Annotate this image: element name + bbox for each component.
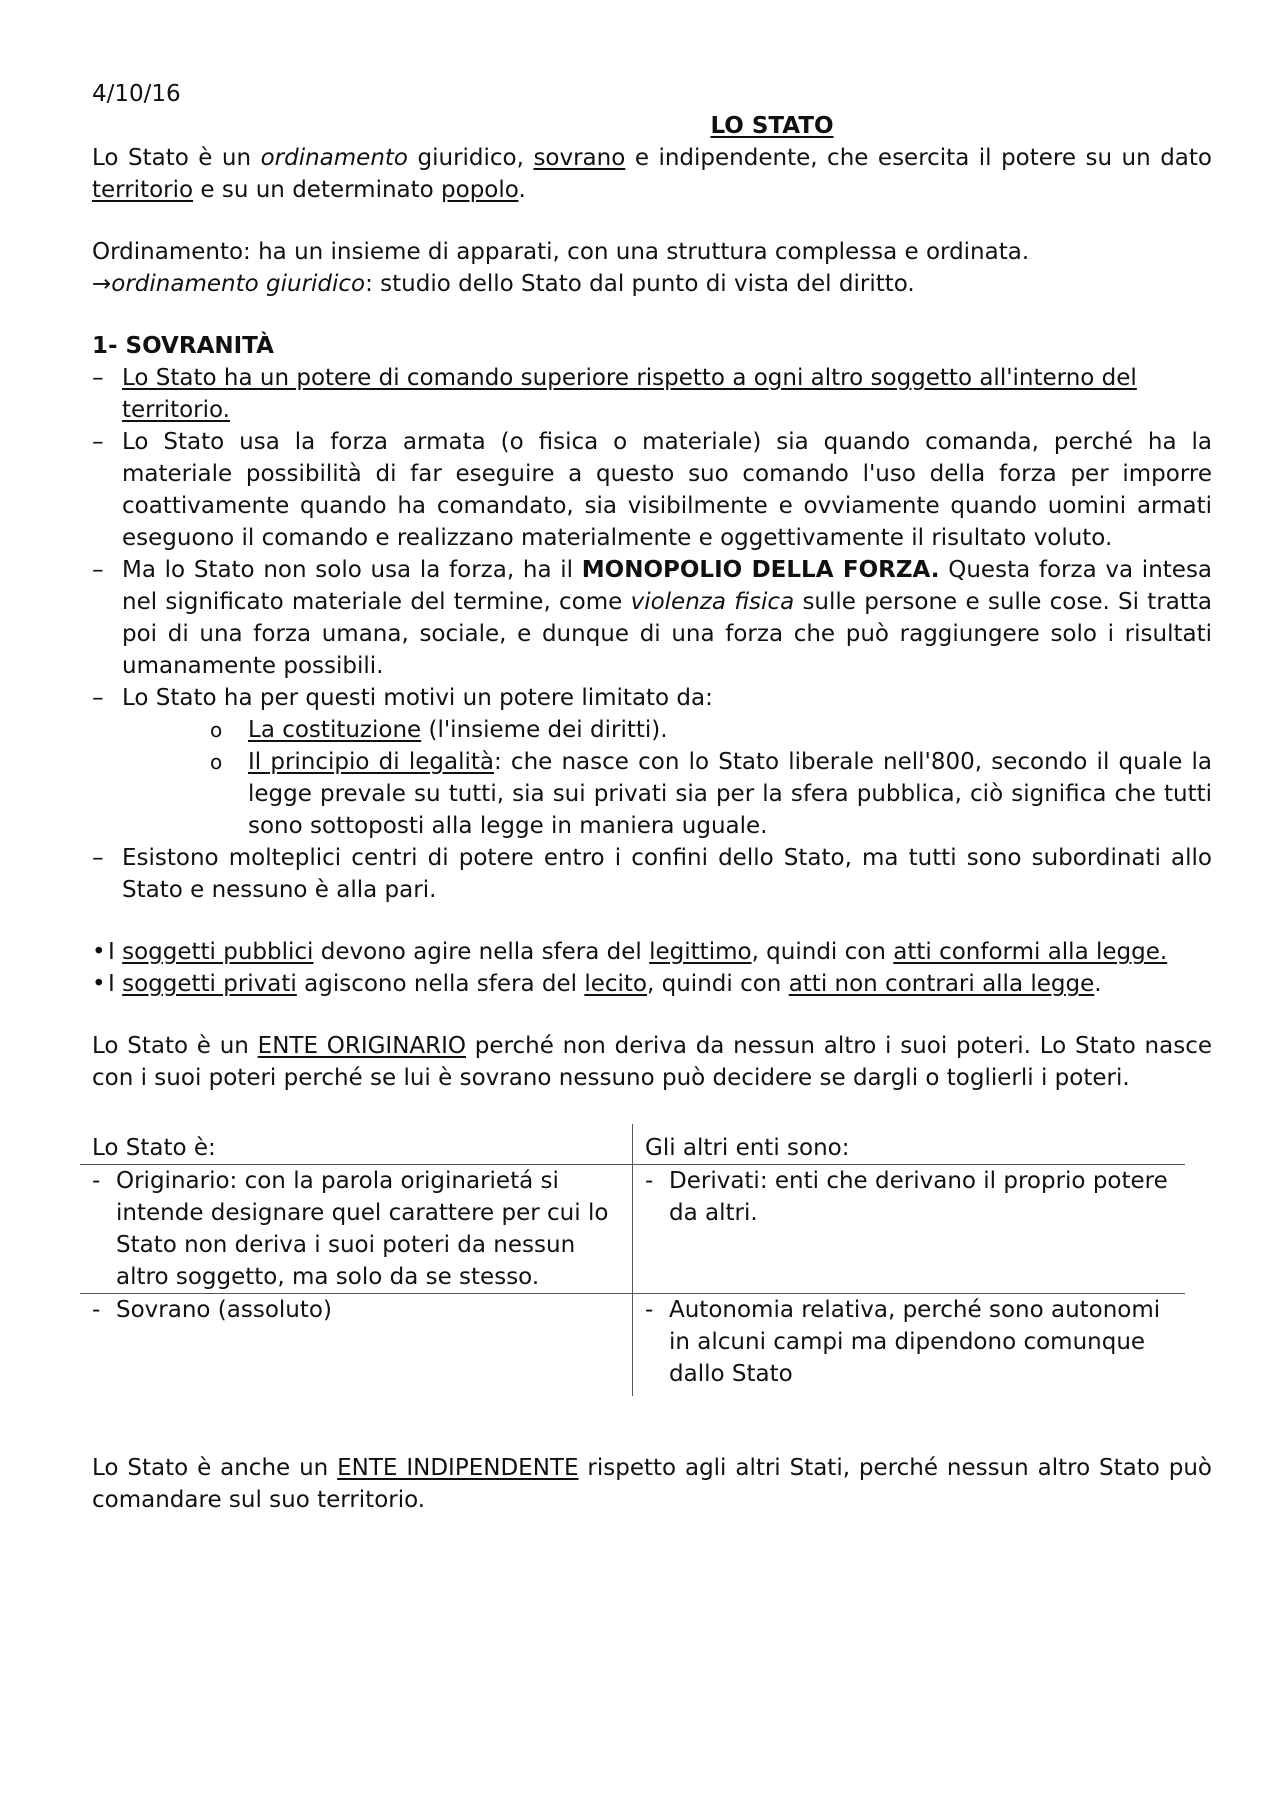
sub-list-item: o La costituzione (l'insieme dei diritti). (210, 717, 668, 743)
table-cell: - Derivati: enti che derivano il proprio potere da altri. (645, 1168, 1168, 1226)
ente-originario-paragraph: Lo Stato è un ENTE ORIGINARIO perché non deriva da nessun altro i suoi poteri. Lo Stato nasce con i suoi poteri perché se lui è sovrano nessuno può decidere se dargli o toglierli i poteri. (92, 1033, 1213, 1091)
ordinamento-giuridico-line: →ordinamento giuridico: studio dello Stato dal punto di vista del diritto. (92, 271, 915, 297)
table-cell: - Autonomia relativa, perché sono autonomi in alcuni campi ma dipendono comunque dallo Stato (645, 1297, 1161, 1387)
list-item: – Esistono molteplici centri di potere entro i confini dello Stato, ma tutti sono subordinati allo Stato e nessuno è alla pari. (92, 845, 1212, 903)
table-header-left: Lo Stato è: (80, 1124, 633, 1165)
document-body (92, 78, 1212, 1516)
intro-paragraph: Lo Stato è un ordinamento giuridico, sovrano e indipendente, che esercita il potere su un dato territorio e su un determinato popolo. (92, 145, 1212, 203)
document-date: 4/10/16 (92, 81, 181, 107)
bullet-item-soggetti-privati: • I soggetti privati agiscono nella sfera del lecito, quindi con atti non contrari alla legge. (92, 971, 1102, 997)
comparison-table (80, 1124, 1185, 1396)
ente-indipendente-paragraph: Lo Stato è anche un ENTE INDIPENDENTE rispetto agli altri Stati, perché nessun altro Stato può comandare sul suo territorio. (92, 1455, 1213, 1513)
table-row (80, 1294, 1185, 1397)
table-header-row (80, 1124, 1185, 1165)
table-cell: - Originario: con la parola originarietá si intende designare quel carattere per cui lo Stato non deriva i suoi poteri da nessun altro soggetto, ma solo da se stesso. (92, 1168, 609, 1290)
sub-list-item: o Il principio di legalità: che nasce con lo Stato liberale nell'800, secondo il quale la legge prevale su tutti, sia sui privati sia per la sfera pubblica, ciò significa che tutti sono sottoposti alla legge in maniera uguale. (210, 749, 1213, 839)
document-title: LO STATO (710, 113, 834, 139)
list-item: – Lo Stato ha un potere di comando superiore rispetto a ogni altro soggetto all'interno del territorio. (92, 365, 1137, 423)
list-item: – Lo Stato usa la forza armata (o fisica o materiale) sia quando comanda, perché ha la materiale possibilità di far eseguire a questo suo comando l'uso della forza per imporre coattivamente quando ha comandato, sia visibilmente e ovviamente quando uomini armati eseguono il comando e realizzano materialmente e oggettivamente il risultato voluto. (92, 429, 1212, 551)
table-row (80, 1165, 1185, 1294)
bullet-item-soggetti-pubblici: • I soggetti pubblici devono agire nella sfera del legittimo, quindi con atti conformi alla legge. (92, 939, 1168, 965)
section-heading-sovranita: 1- SOVRANITÀ (92, 333, 274, 359)
list-item: – Ma lo Stato non solo usa la forza, ha il MONOPOLIO DELLA FORZA. Questa forza va intesa nel significato materiale del termine, come violenza fisica sulle persone e sulle cose. Si tratta poi di una forza umana, sociale, e dunque di una forza che può raggiungere solo i risultati umanamente possibili. (92, 557, 1213, 679)
ordinamento-definition: Ordinamento: ha un insieme di apparati, con una struttura complessa e ordinata. (92, 239, 1030, 265)
table-header-right: Gli altri enti sono: (633, 1124, 1186, 1165)
table-cell: - Sovrano (assoluto) (92, 1297, 332, 1323)
list-item: – Lo Stato ha per questi motivi un potere limitato da: (92, 685, 713, 711)
